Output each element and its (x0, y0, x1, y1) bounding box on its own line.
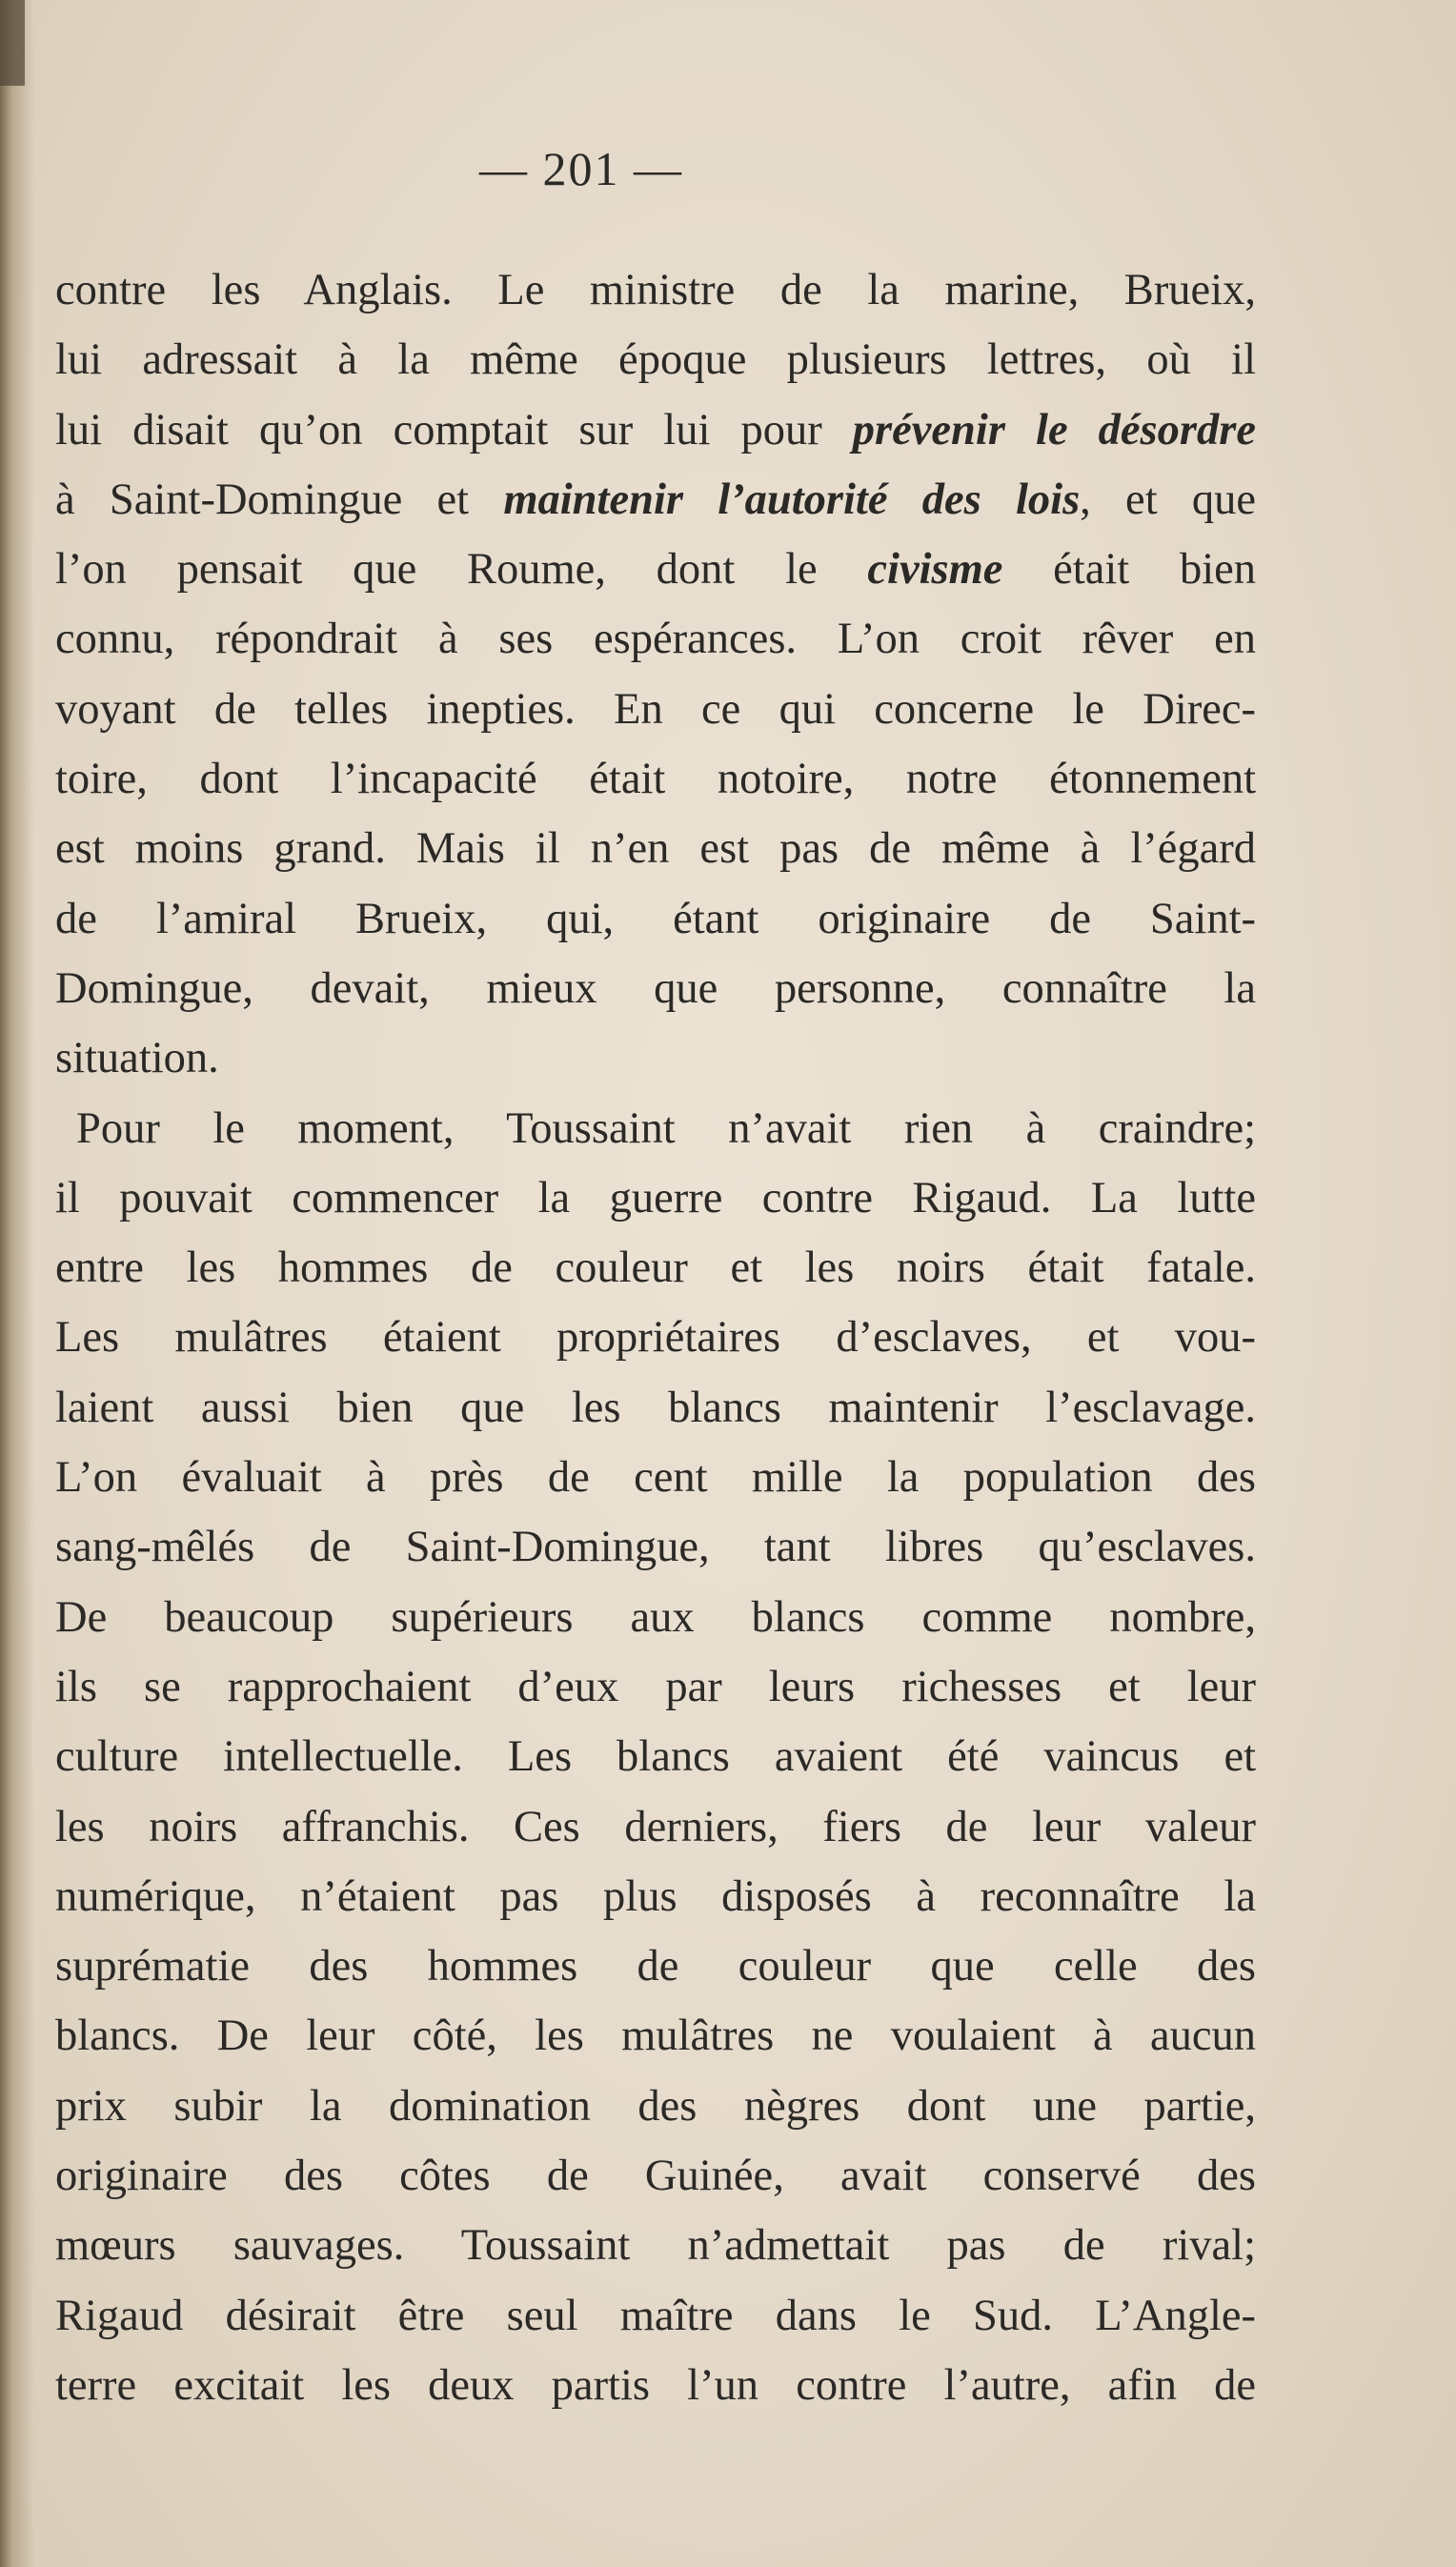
text-line: culture intellectuelle. Les blancs avaient été vaincus et (55, 1732, 1256, 1782)
text-line: contre les Anglais. Le ministre de la marine, Brueix, (55, 266, 1256, 314)
text-line: laient aussi bien que les blancs maintenir l’esclavage. (55, 1383, 1256, 1432)
text-line: L’on évaluait à près de cent mille la population des (55, 1453, 1256, 1503)
text-line: l’on pensait que Roume, dont le civisme était bien (55, 545, 1256, 595)
text-line: blancs. De leur côté, les mulâtres ne voulaient à aucun (55, 2011, 1256, 2061)
corner-stain (0, 0, 25, 86)
text-line: De beaucoup supérieurs aux blancs comme nombre, (55, 1592, 1256, 1642)
text-line: terre excitait les deux partis l’un contre l’autre, afin de (55, 2360, 1256, 2410)
italic-phrase: civisme (867, 545, 1003, 595)
text-line: lui adressait à la même époque plusieurs lettres, où il (55, 335, 1256, 385)
text-line: ils se rapprochaient d’eux par leurs richesses et leur (55, 1662, 1256, 1711)
text-line: de l’amiral Brueix, qui, étant originaire de Saint- (55, 894, 1256, 943)
text-line: originaire des côtes de Guinée, avait conservé des (55, 2152, 1256, 2201)
binding-gutter-shadow (0, 0, 34, 2567)
text-line: Domingue, devait, mieux que personne, connaître la (55, 963, 1256, 1013)
page-number: — 201 — (479, 142, 683, 195)
text-line: toire, dont l’incapacité était notoire, notre étonnement (55, 755, 1256, 804)
text-line: est moins grand. Mais il n’en est pas de même à l’égard (55, 824, 1256, 874)
text-line: suprématie des hommes de couleur que celle des (55, 1942, 1256, 1991)
text-line: Pour le moment, Toussaint n’avait rien à craindre; (76, 1103, 1256, 1153)
text-line: connu, répondrait à ses espérances. L’on croit rêver en (55, 615, 1256, 664)
italic-phrase: prévenir le désordre (852, 405, 1256, 455)
text-line: Les mulâtres étaient propriétaires d’esclaves, et vou- (55, 1313, 1256, 1363)
text-line: voyant de telles inepties. En ce qui concerne le Direc- (55, 684, 1256, 734)
text-line: numérique, n’étaient pas plus disposés à reconnaître la (55, 1871, 1256, 1921)
text-line: Rigaud désirait être seul maître dans le Sud. L’Angle- (55, 2291, 1256, 2340)
text-line: les noirs affranchis. Ces derniers, fiers de leur valeur (55, 1802, 1256, 1851)
text-line: situation. (55, 1034, 219, 1083)
text-line: prix subir la domination des nègres dont une partie, (55, 2081, 1256, 2131)
text-line: il pouvait commencer la guerre contre Rigaud. La lutte (55, 1173, 1256, 1223)
text-line: à Saint-Domingue et maintenir l’autorité des lois, et que (55, 475, 1256, 524)
text-line: mœurs sauvages. Toussaint n’admettait pas de rival; (55, 2221, 1256, 2271)
body-text (55, 255, 1256, 2420)
text-line: sang-mêlés de Saint-Domingue, tant libres qu’esclaves. (55, 1523, 1256, 1572)
text-line: entre les hommes de couleur et les noirs était fatale. (55, 1243, 1256, 1293)
italic-phrase: maintenir l’autorité des lois (503, 475, 1081, 524)
text-line: lui disait qu’on comptait sur lui pour prévenir le désordre (55, 405, 1256, 455)
